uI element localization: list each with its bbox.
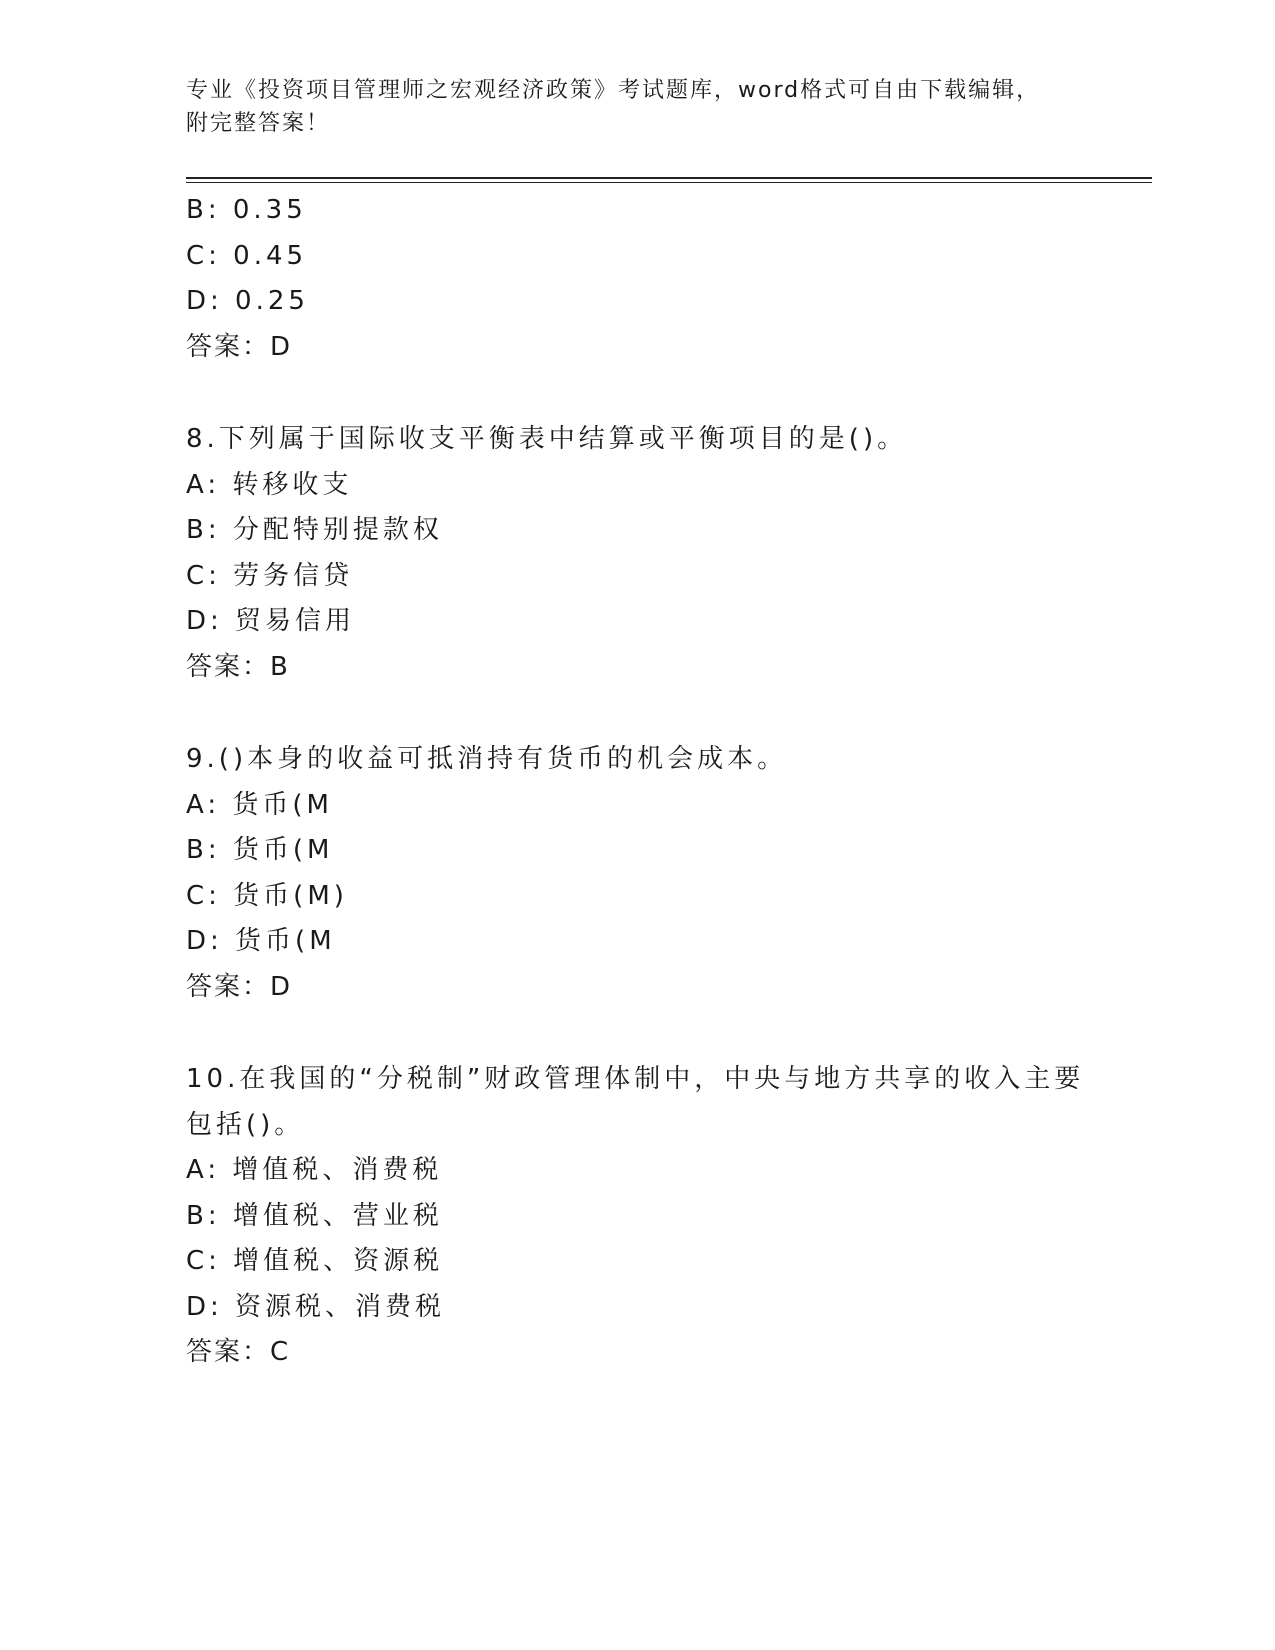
question-text: 8.下列属于国际收支平衡表中结算或平衡项目的是()。 — [186, 424, 908, 454]
option-a: A: 增值税、消费税 — [186, 1155, 443, 1185]
question-9 — [186, 737, 1086, 1010]
spacer — [186, 1010, 1086, 1057]
answer-label: 答案：C — [186, 1337, 291, 1367]
option-c: C: 增值税、资源税 — [186, 1246, 444, 1276]
question-10 — [186, 1057, 1086, 1376]
question-8 — [186, 417, 1086, 690]
question-text: 9.()本身的收益可抵消持有货币的机会成本。 — [186, 744, 788, 774]
previous-question-block — [186, 188, 1086, 370]
answer-label: 答案：B — [186, 651, 290, 682]
option-d: D: 资源税、消费税 — [186, 1291, 446, 1322]
option-d: D: 货币(M — [186, 926, 336, 956]
header-divider-thin — [186, 182, 1152, 183]
option-a: A: 货币(M — [186, 789, 333, 820]
header-line-2: 附完整答案！ — [186, 111, 331, 136]
option-d: D: 贸易信用 — [186, 606, 356, 636]
answer-label: 答案：D — [186, 971, 293, 1002]
option-b: B: 0.35 — [186, 195, 307, 225]
answer-label: 答案：D — [186, 331, 293, 362]
option-c: C: 货币(M) — [186, 880, 348, 911]
question-text-line-1: 10.在我国的“分税制”财政管理体制中，中央与地方共享的收入主要 — [186, 1064, 1085, 1094]
header-line-1: 专业《投资项目管理师之宏观经济政策》考试题库，word格式可自由下载编辑， — [186, 78, 1041, 103]
document-header — [186, 74, 1086, 140]
spacer — [186, 690, 1086, 737]
option-c: C: 劳务信贷 — [186, 560, 354, 591]
spacer — [186, 370, 1086, 417]
option-b: B: 分配特别提款权 — [186, 515, 443, 545]
question-text-line-2: 包括()。 — [186, 1109, 305, 1140]
option-a: A: 转移收支 — [186, 469, 353, 500]
option-c: C: 0.45 — [186, 240, 308, 271]
header-divider-thick — [186, 177, 1152, 179]
question-content — [186, 188, 1086, 1376]
option-b: B: 增值税、营业税 — [186, 1200, 443, 1231]
option-d: D: 0.25 — [186, 286, 309, 316]
option-b: B: 货币(M — [186, 835, 334, 865]
